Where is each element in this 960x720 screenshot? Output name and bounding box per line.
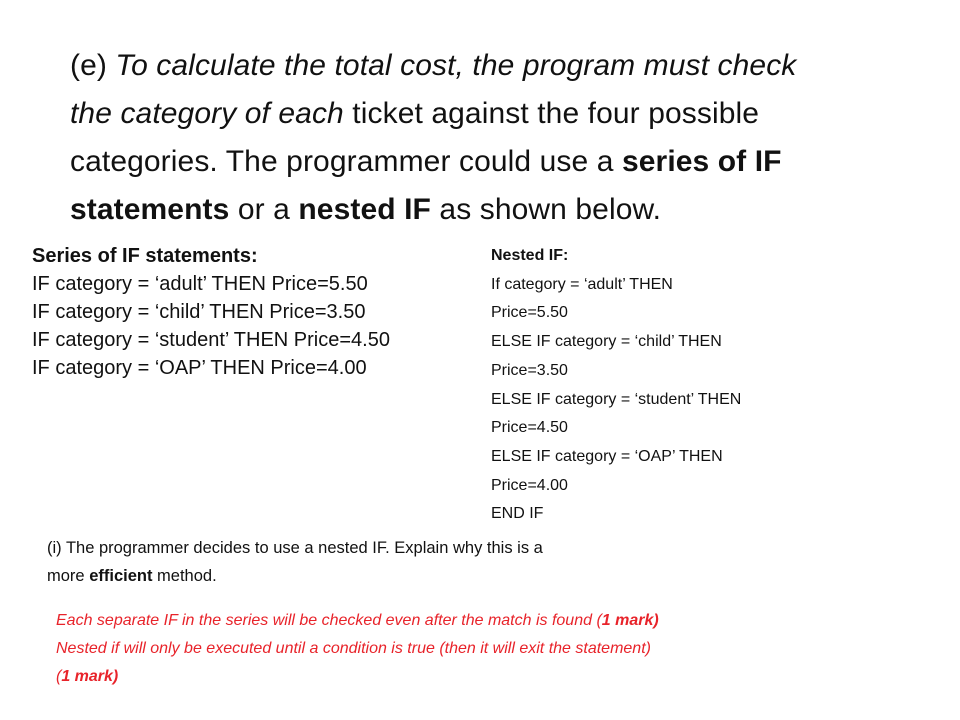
question-line-2-italic: the category of each (70, 97, 344, 130)
nested-line: Price=3.50 (491, 361, 568, 379)
question-line-4 (70, 186, 920, 234)
question-line-4-bold-1: statements (70, 193, 230, 226)
nested-line: Price=5.50 (491, 304, 568, 322)
answer-text (56, 607, 916, 691)
answer-line-3-pre: ( (56, 668, 62, 685)
question-line-2-rest: ticket against the four possible (343, 97, 760, 130)
nested-line: ELSE IF category = ‘OAP’ THEN (491, 447, 723, 465)
answer-line-3 (56, 663, 916, 691)
subquestion-text (47, 534, 727, 590)
nested-line: If category = ‘adult’ THEN (491, 275, 673, 293)
series-heading: Series of IF statements: (32, 245, 258, 267)
question-part-label: (e) (70, 49, 107, 82)
question-line-4-end: as shown below. (430, 193, 662, 226)
nested-line: Price=4.00 (491, 476, 568, 494)
series-line: IF category = ‘child’ THEN Price=3.50 (32, 301, 366, 323)
question-line-3-pre: categories. The programmer could use a (70, 145, 622, 178)
subquestion-line-2-bold: efficient (89, 567, 153, 585)
question-line-3 (70, 138, 920, 186)
answer-line-1-text: Each separate IF in the series will be checked even after the match is found ( (56, 612, 602, 629)
subquestion-line-2-pre: more (47, 567, 90, 585)
question-line-2 (70, 90, 920, 138)
answer-line-1 (56, 607, 916, 635)
nested-line: Price=4.50 (491, 419, 568, 437)
question-line-4-bold-2: nested IF (298, 193, 431, 226)
nested-line: ELSE IF category = ‘student’ THEN (491, 390, 742, 408)
subquestion-line-1: (i) The programmer decides to use a nested IF. Explain why this is a (47, 539, 543, 557)
question-line-4-mid: or a (229, 193, 299, 226)
series-line: IF category = ‘adult’ THEN Price=5.50 (32, 273, 368, 295)
nested-line: ELSE IF category = ‘child’ THEN (491, 333, 722, 351)
question-line-3-bold: series of IF (621, 145, 782, 178)
series-if-block (32, 242, 472, 382)
nested-line: END IF (491, 505, 544, 523)
nested-heading: Nested IF: (491, 247, 569, 264)
answer-line-1-mark: 1 mark) (601, 612, 659, 629)
answer-line-2: Nested if will only be executed until a condition is true (then it will exit the statement) (56, 640, 651, 657)
question-text (70, 42, 920, 234)
question-line-1-italic: To calculate the total cost, the program must check (106, 49, 797, 82)
question-line-1 (70, 42, 920, 90)
answer-line-3-mark: 1 mark) (61, 668, 119, 685)
nested-if-block (491, 242, 851, 529)
series-line: IF category = ‘student’ THEN Price=4.50 (32, 329, 390, 351)
subquestion-line-2 (47, 562, 727, 590)
subquestion-line-2-post: method. (152, 567, 217, 585)
series-line: IF category = ‘OAP’ THEN Price=4.00 (32, 357, 367, 379)
